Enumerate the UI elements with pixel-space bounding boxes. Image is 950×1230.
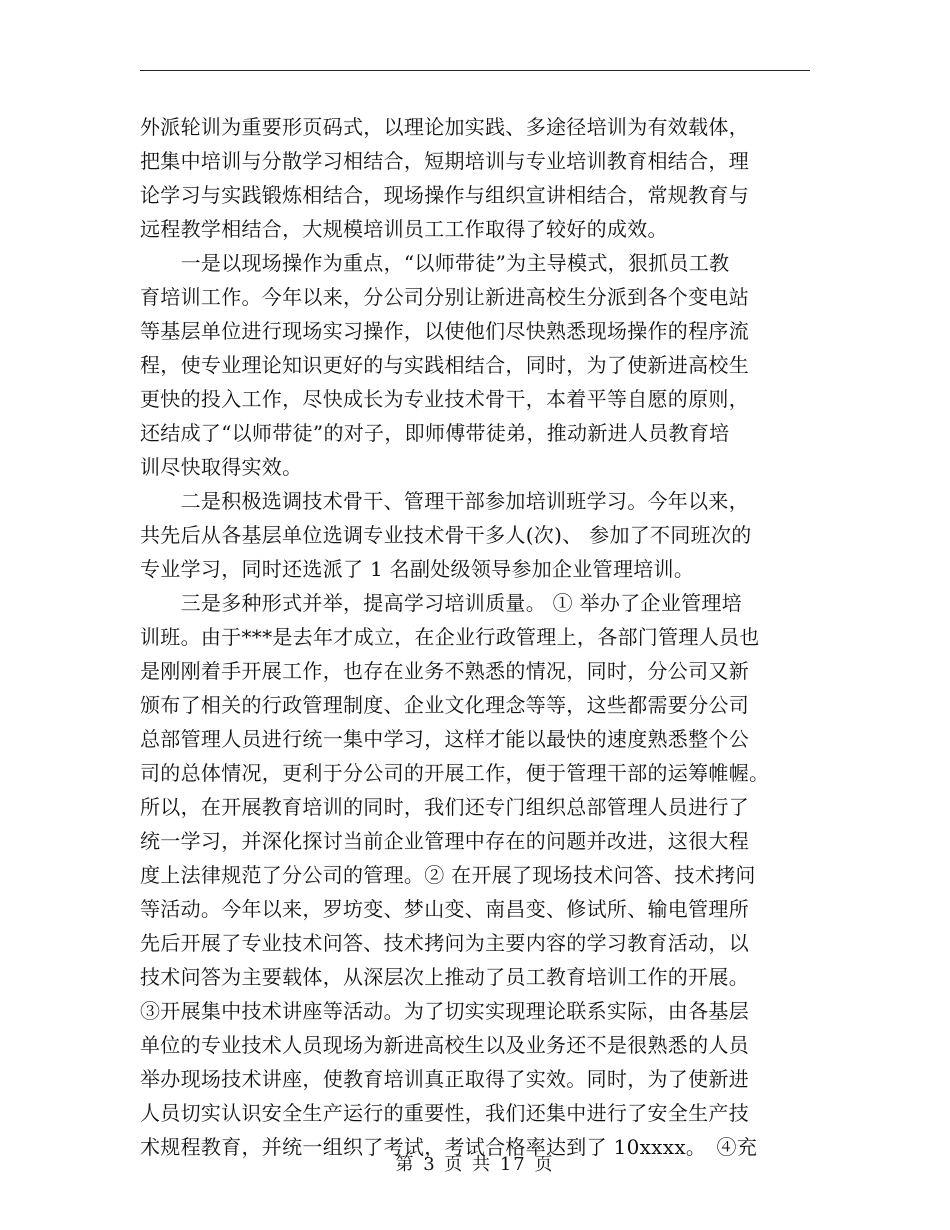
text-line: 颁布了相关的行政管理制度、企业文化理念等等，这些都需要分公司 [140, 693, 749, 717]
text-line: 把集中培训与分散学习相结合，短期培训与专业培训教育相结合，理 [140, 149, 749, 173]
text-line: 司的总体情况，更利于分公司的开展工作，便于管理干部的运筹帷幄。 [140, 761, 770, 785]
text-line: 训班。由于***是去年才成立，在企业行政管理上，各部门管理人员也 [140, 625, 760, 649]
text-line: 总部管理人员进行统一集中学习，这样才能以最快的速度熟悉整个公 [140, 727, 749, 751]
text-line: 一是以现场操作为重点，“以师带徒”为主导模式，狠抓员工教 [140, 251, 730, 275]
text-line: 等活动。今年以来，罗坊变、梦山变、南昌变、修试所、输电管理所 [140, 897, 749, 921]
text-line: 程，使专业理论知识更好的与实践相结合，同时，为了使新进高校生 [140, 353, 749, 377]
text-line: 更快的投入工作，尽快成长为专业技术骨干，本着平等自愿的原则， [140, 387, 749, 411]
text-line: 单位的专业技术人员现场为新进高校生以及业务还不是很熟悉的人员 [140, 1033, 749, 1057]
document-body [140, 110, 810, 1164]
text-line: 统一学习，并深化探讨当前企业管理中存在的问题并改进，这很大程 [140, 829, 749, 853]
text-line: 是刚刚着手开展工作，也存在业务不熟悉的情况，同时，分公司又新 [140, 659, 749, 683]
text-line: 外派轮训为重要形页码式，以理论加实践、多途径培训为有效载体， [140, 115, 749, 139]
page-footer: 第 3 页 共 17 页 [395, 1154, 555, 1175]
text-line: 三是多种形式并举，提高学习培训质量。 ① 举办了企业管理培 [140, 591, 743, 615]
header-rule [140, 70, 810, 71]
text-line: 先后开展了专业技术问答、技术拷问为主要内容的学习教育活动，以 [140, 931, 749, 955]
text-line: 训尽快取得实效。 [140, 455, 303, 479]
text-line: 论学习与实践锻炼相结合，现场操作与组织宣讲相结合，常规教育与 [140, 183, 749, 207]
text-line: 共先后从各基层单位选调专业技术骨干多人(次)、 参加了不同班次的 [140, 523, 752, 547]
text-line: 育培训工作。今年以来，分公司分别让新进高校生分派到各个变电站 [140, 285, 749, 309]
text-line: ③开展集中技术讲座等活动。为了切实实现理论联系实际，由各基层 [140, 999, 749, 1023]
text-line: 举办现场技术讲座，使教育培训真正取得了实效。同时，为了使新进 [140, 1067, 749, 1091]
text-line: 等基层单位进行现场实习操作，以使他们尽快熟悉现场操作的程序流 [140, 319, 749, 343]
text-line: 专业学习，同时还选派了 1 名副处级领导参加企业管理培训。 [140, 557, 695, 581]
text-line: 远程教学相结合，大规模培训员工工作取得了较好的成效。 [140, 217, 668, 241]
text-line: 度上法律规范了分公司的管理。② 在开展了现场技术问答、技术拷问 [140, 863, 756, 887]
text-line: 还结成了“以师带徒”的对子，即师傅带徒弟，推动新进人员教育培 [140, 421, 730, 445]
text-line: 术规程教育，并统一组织了考试，考试合格率达到了 10xxxx。 ④充 [140, 1135, 758, 1159]
text-line: 技术问答为主要载体，从深层次上推动了员工教育培训工作的开展。 [140, 965, 749, 989]
text-line: 人员切实认识安全生产运行的重要性，我们还集中进行了安全生产技 [140, 1101, 749, 1125]
text-line: 所以，在开展教育培训的同时，我们还专门组织总部管理人员进行了 [140, 795, 749, 819]
text-line: 二是积极选调技术骨干、管理干部参加培训班学习。今年以来， [140, 489, 749, 513]
